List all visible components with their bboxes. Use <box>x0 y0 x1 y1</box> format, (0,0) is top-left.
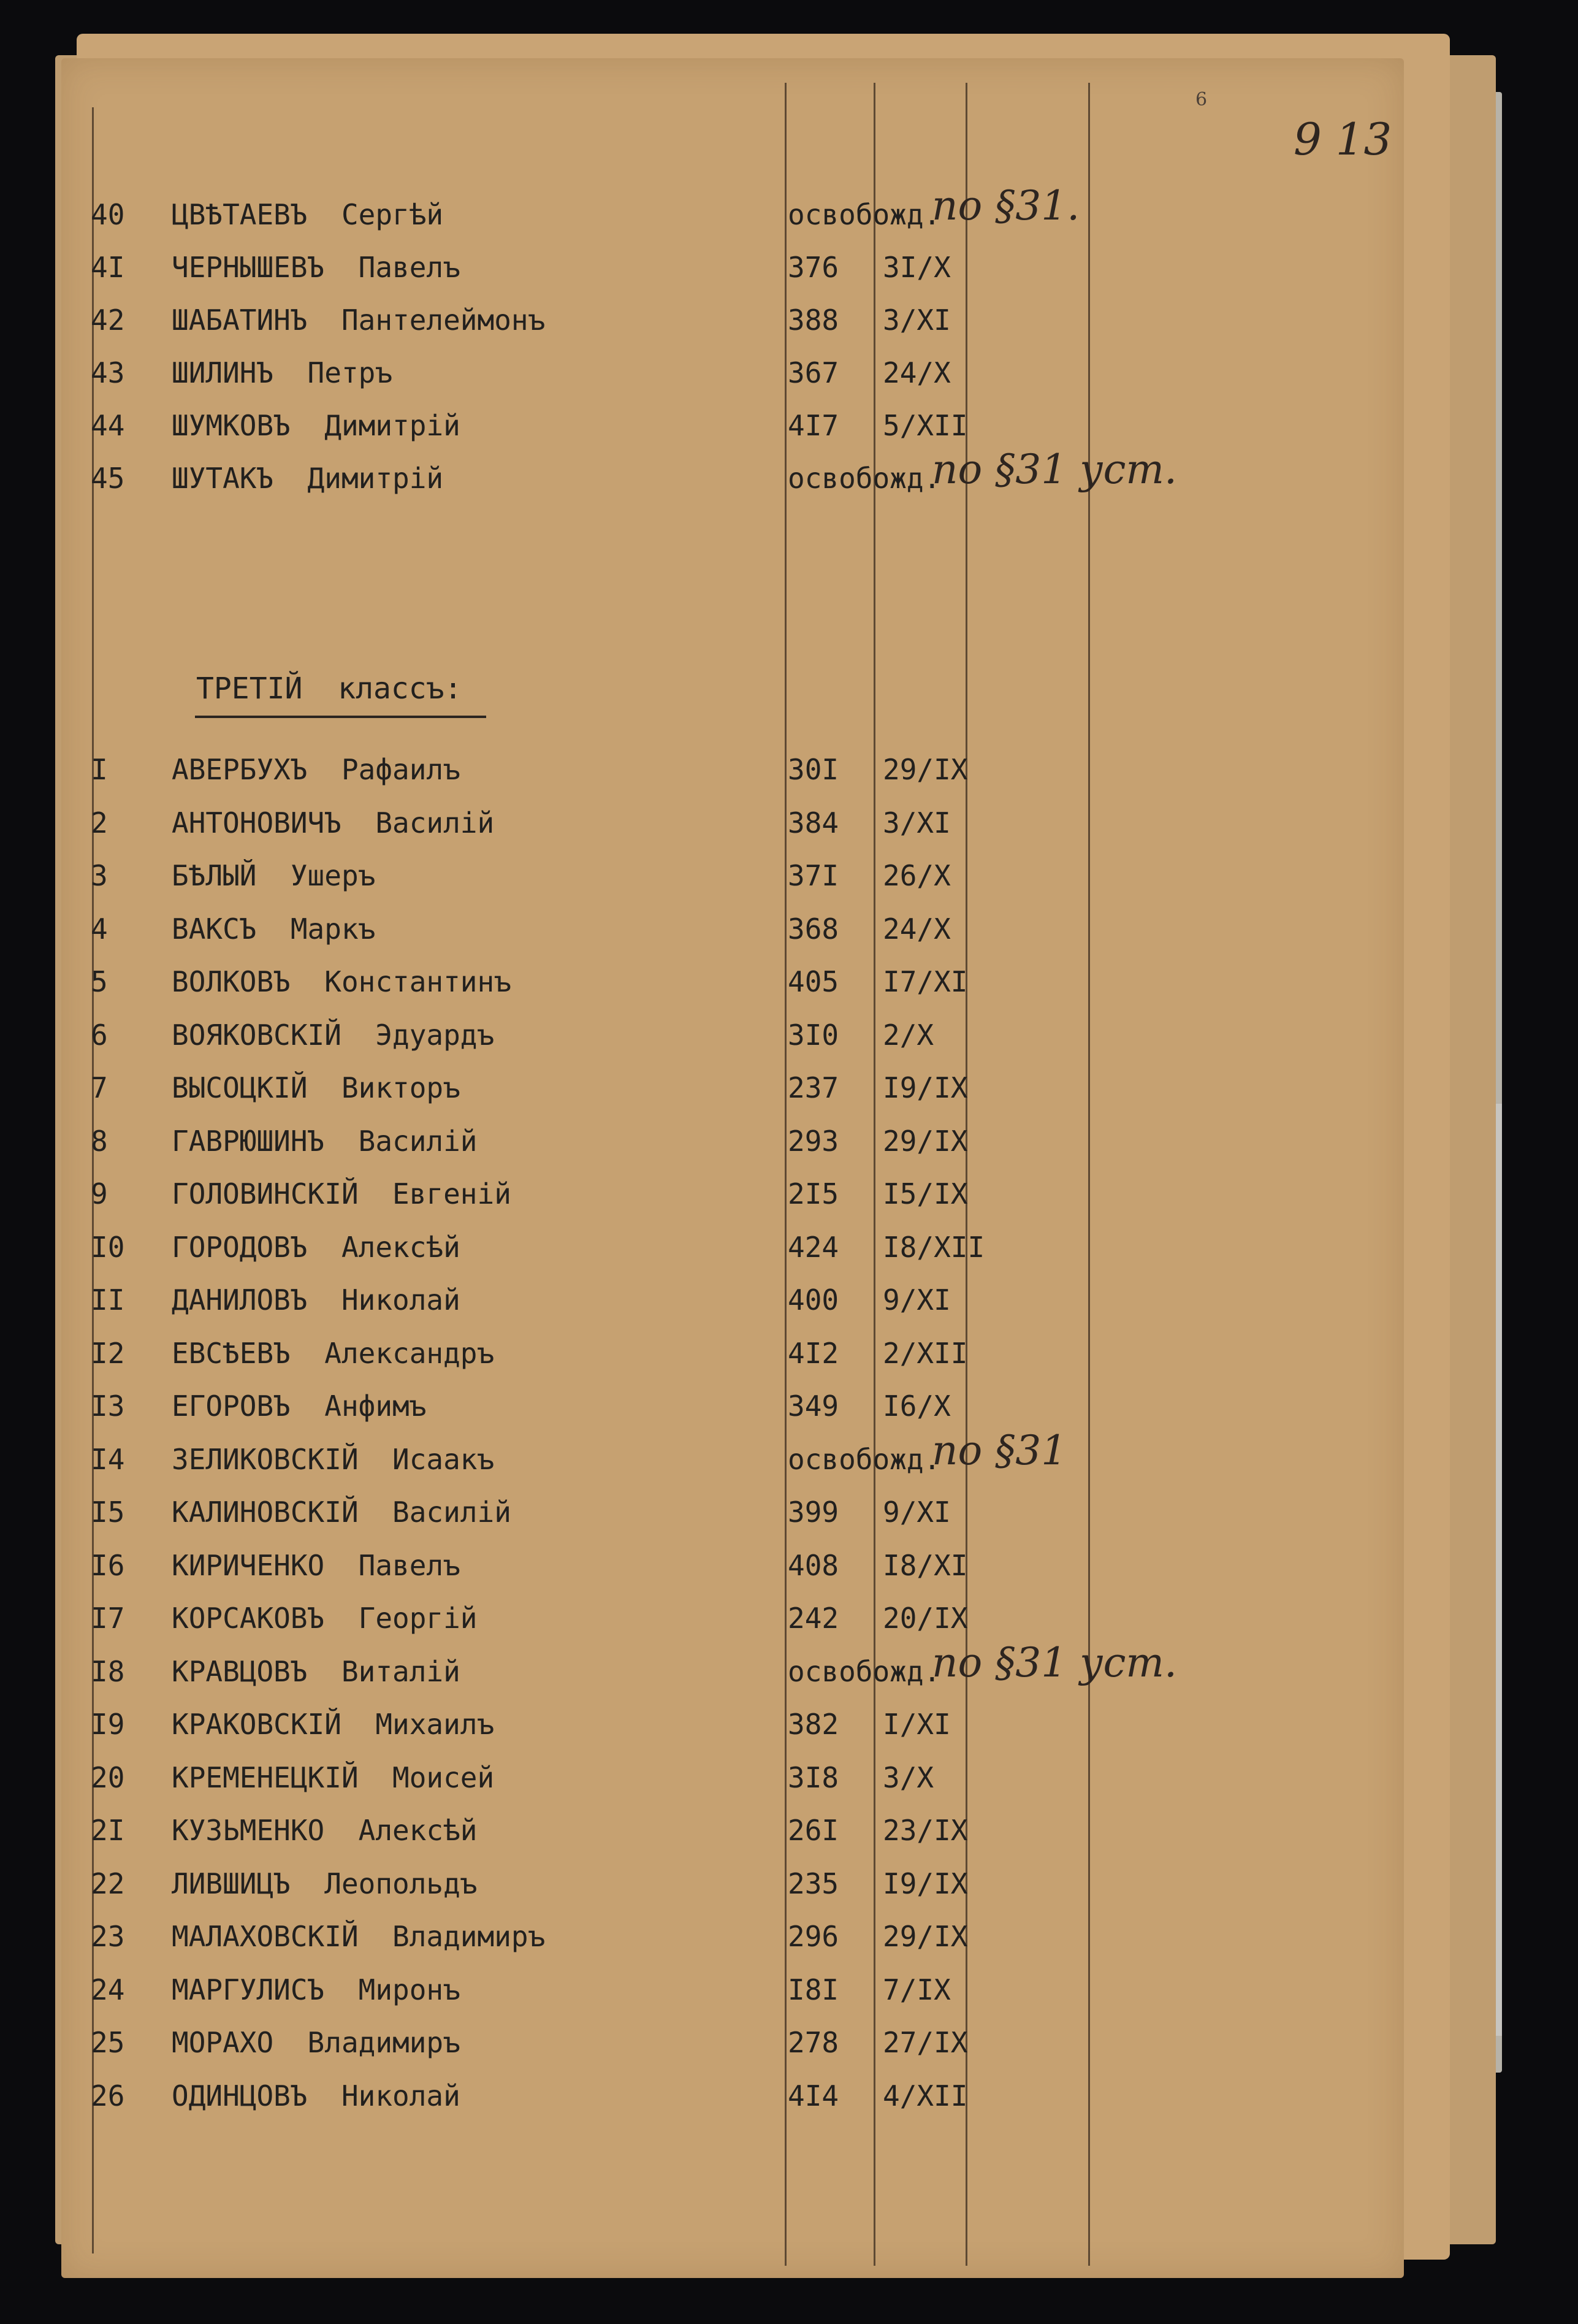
exam-number: 235 <box>788 1867 839 1900</box>
row-number: I5 <box>91 1496 125 1529</box>
handwritten-note: по §31. <box>932 182 1080 229</box>
exam-date: 3/XI <box>883 806 951 839</box>
exam-number: 349 <box>788 1389 839 1423</box>
student-name: ЦВѢТАЕВЪ Сергѣй <box>172 198 444 231</box>
exam-date: 5/XII <box>883 409 968 442</box>
row-number: I <box>91 753 108 786</box>
row-number: 6 <box>91 1018 108 1052</box>
list-row <box>61 1544 1349 1587</box>
exam-number: 399 <box>788 1496 839 1529</box>
exam-number: 278 <box>788 2026 839 2059</box>
row-number: 26 <box>91 2079 125 2112</box>
row-number: I2 <box>91 1336 125 1370</box>
exam-number: 382 <box>788 1708 839 1741</box>
student-name: МАЛАХОВСКІЙ Владимиръ <box>172 1920 546 1953</box>
exam-number: 4I4 <box>788 2079 839 2112</box>
list-row <box>61 1491 1349 1534</box>
exam-number: 30I <box>788 753 839 786</box>
list-row <box>61 1279 1349 1321</box>
row-number: 22 <box>91 1867 125 1900</box>
list-row <box>61 801 1349 844</box>
exam-date: 26/X <box>883 859 951 892</box>
list-row <box>61 1426 1349 1481</box>
exam-date: 3/X <box>883 1760 934 1794</box>
student-name: ШУМКОВЪ Димитрій <box>172 409 460 442</box>
row-number: 4I <box>91 251 125 284</box>
student-name: КАЛИНОВСКІЙ Василій <box>172 1496 511 1529</box>
row-number: 3 <box>91 859 108 892</box>
document-page <box>61 58 1404 2278</box>
student-name: ЧЕРНЫШЕВЪ Павелъ <box>172 251 460 284</box>
exam-number: 376 <box>788 251 839 284</box>
list-row <box>61 1638 1349 1693</box>
list-row <box>61 1120 1349 1163</box>
student-name: ШИЛИНЪ Петръ <box>172 356 393 389</box>
exam-number: 384 <box>788 806 839 839</box>
exam-date: I9/IX <box>883 1867 968 1900</box>
student-name: ЕГОРОВЪ Анфимъ <box>172 1389 427 1423</box>
exam-date: 29/IX <box>883 1920 968 1953</box>
student-name: КРЕМЕНЕЦКІЙ Моисей <box>172 1760 495 1794</box>
student-name: АВЕРБУХЪ Рафаилъ <box>172 753 460 786</box>
exam-date: 7/IX <box>883 1973 951 2006</box>
student-name: КРАВЦОВЪ Виталій <box>172 1654 460 1688</box>
row-number: I9 <box>91 1708 125 1741</box>
row-number: 43 <box>91 356 125 389</box>
row-number: 2I <box>91 1814 125 1847</box>
exam-date: 29/IX <box>883 1124 968 1158</box>
list-row <box>61 1172 1349 1215</box>
list-row <box>61 1014 1349 1057</box>
list-row <box>61 854 1349 897</box>
list-row <box>61 2021 1349 2064</box>
exam-number: освобожд. <box>788 462 941 495</box>
exam-number: освобожд. <box>788 1442 941 1476</box>
exam-number: 388 <box>788 304 839 337</box>
list-row <box>61 1968 1349 2011</box>
list-row <box>61 299 1349 342</box>
exam-number: 405 <box>788 965 839 998</box>
exam-number: 2I5 <box>788 1177 839 1210</box>
exam-number: 424 <box>788 1230 839 1264</box>
exam-date: I8/XII <box>883 1230 985 1264</box>
student-name: ГОРОДОВЪ Алексѣй <box>172 1230 460 1264</box>
row-number: I3 <box>91 1389 125 1423</box>
student-name: ШАБАТИНЪ Пантелеймонъ <box>172 304 546 337</box>
row-number: 25 <box>91 2026 125 2059</box>
pencil-page-number: 6 <box>1195 89 1208 110</box>
exam-number: 4I7 <box>788 409 839 442</box>
student-name: ГОЛОВИНСКІЙ Евгеній <box>172 1177 511 1210</box>
student-name: КИРИЧЕНКО Павелъ <box>172 1548 460 1582</box>
row-number: I8 <box>91 1654 125 1688</box>
exam-date: I8/XI <box>883 1548 968 1582</box>
list-row <box>61 1862 1349 1905</box>
handwritten-note: по §31 уст. <box>932 1638 1177 1686</box>
student-name: ДАНИЛОВЪ Николай <box>172 1283 460 1317</box>
row-number: 8 <box>91 1124 108 1158</box>
exam-date: 9/XI <box>883 1283 951 1317</box>
row-number: 4 <box>91 912 108 946</box>
student-name: ЕВСѢЕВЪ Александръ <box>172 1336 495 1370</box>
student-name: БѢЛЫЙ Ушеръ <box>172 859 376 892</box>
exam-date: 2/XII <box>883 1336 968 1370</box>
exam-date: 24/X <box>883 356 951 389</box>
exam-date: 20/IX <box>883 1602 968 1635</box>
exam-number: освобожд. <box>788 1654 941 1688</box>
exam-date: 2/X <box>883 1018 934 1052</box>
list-row <box>61 2074 1349 2117</box>
row-number: 2 <box>91 806 108 839</box>
handwritten-note: по §31 <box>932 1426 1067 1474</box>
student-name: ЗЕЛИКОВСКІЙ Исаакъ <box>172 1442 495 1476</box>
list-row <box>61 1756 1349 1799</box>
section-heading: ТРЕТІЙ классъ: <box>196 671 462 706</box>
exam-date: I6/X <box>883 1389 951 1423</box>
exam-number: освобожд. <box>788 198 941 231</box>
student-name: ОДИНЦОВЪ Николай <box>172 2079 460 2112</box>
exam-number: 3I0 <box>788 1018 839 1052</box>
list-row <box>61 960 1349 1003</box>
student-name: АНТОНОВИЧЪ Василій <box>172 806 495 839</box>
row-number: II <box>91 1283 125 1317</box>
exam-date: 9/XI <box>883 1496 951 1529</box>
exam-number: 293 <box>788 1124 839 1158</box>
list-row <box>61 1809 1349 1852</box>
ink-folio-number: 9 13 <box>1294 113 1392 165</box>
row-number: I0 <box>91 1230 125 1264</box>
list-row <box>61 748 1349 791</box>
section-heading-underline <box>195 716 486 718</box>
exam-number: 296 <box>788 1920 839 1953</box>
list-row <box>61 182 1349 236</box>
list-row <box>61 1915 1349 1958</box>
exam-date: I5/IX <box>883 1177 968 1210</box>
student-name: ЛИВШИЦЪ Леопольдъ <box>172 1867 478 1900</box>
row-number: 24 <box>91 1973 125 2006</box>
student-name: ВАКСЪ Маркъ <box>172 912 376 946</box>
list-row <box>61 1385 1349 1428</box>
exam-number: 3I8 <box>788 1760 839 1794</box>
row-number: I4 <box>91 1442 125 1476</box>
exam-date: 27/IX <box>883 2026 968 2059</box>
list-row <box>61 1066 1349 1109</box>
student-name: ГАВРЮШИНЪ Василій <box>172 1124 478 1158</box>
list-row <box>61 246 1349 289</box>
student-name: КРАКОВСКІЙ Михаилъ <box>172 1708 495 1741</box>
list-row <box>61 908 1349 950</box>
handwritten-note: по §31 уст. <box>932 446 1177 493</box>
exam-date: I7/XI <box>883 965 968 998</box>
row-number: 20 <box>91 1760 125 1794</box>
exam-date: 23/IX <box>883 1814 968 1847</box>
exam-number: 400 <box>788 1283 839 1317</box>
row-number: I7 <box>91 1602 125 1635</box>
list-row <box>61 1226 1349 1269</box>
exam-number: 4I2 <box>788 1336 839 1370</box>
student-name: МОРАХО Владимиръ <box>172 2026 460 2059</box>
student-name: ШУТАКЪ Димитрій <box>172 462 444 495</box>
exam-number: 26I <box>788 1814 839 1847</box>
student-name: ВЫСОЦКІЙ Викторъ <box>172 1071 460 1104</box>
exam-date: 3I/X <box>883 251 951 284</box>
row-number: 23 <box>91 1920 125 1953</box>
student-name: КОРСАКОВЪ Георгій <box>172 1602 478 1635</box>
row-number: 5 <box>91 965 108 998</box>
student-name: КУЗЬМЕНКО Алексѣй <box>172 1814 478 1847</box>
list-row <box>61 446 1349 500</box>
row-number: 9 <box>91 1177 108 1210</box>
row-number: 45 <box>91 462 125 495</box>
student-name: МАРГУЛИСЪ Миронъ <box>172 1973 460 2006</box>
exam-number: 367 <box>788 356 839 389</box>
exam-date: I/XI <box>883 1708 951 1741</box>
row-number: 42 <box>91 304 125 337</box>
exam-date: 3/XI <box>883 304 951 337</box>
list-row <box>61 1597 1349 1640</box>
exam-number: 237 <box>788 1071 839 1104</box>
list-row <box>61 1332 1349 1375</box>
student-name: ВОЛКОВЪ Константинъ <box>172 965 511 998</box>
exam-number: 408 <box>788 1548 839 1582</box>
exam-number: 242 <box>788 1602 839 1635</box>
list-row <box>61 351 1349 394</box>
exam-date: 29/IX <box>883 753 968 786</box>
student-name: ВОЯКОВСКІЙ Эдуардъ <box>172 1018 495 1052</box>
exam-date: 4/XII <box>883 2079 968 2112</box>
exam-number: 368 <box>788 912 839 946</box>
exam-number: 37I <box>788 859 839 892</box>
exam-date: I9/IX <box>883 1071 968 1104</box>
row-number: 7 <box>91 1071 108 1104</box>
exam-date: 24/X <box>883 912 951 946</box>
row-number: 40 <box>91 198 125 231</box>
list-row <box>61 404 1349 447</box>
list-row <box>61 1703 1349 1746</box>
row-number: 44 <box>91 409 125 442</box>
exam-number: I8I <box>788 1973 839 2006</box>
row-number: I6 <box>91 1548 125 1582</box>
